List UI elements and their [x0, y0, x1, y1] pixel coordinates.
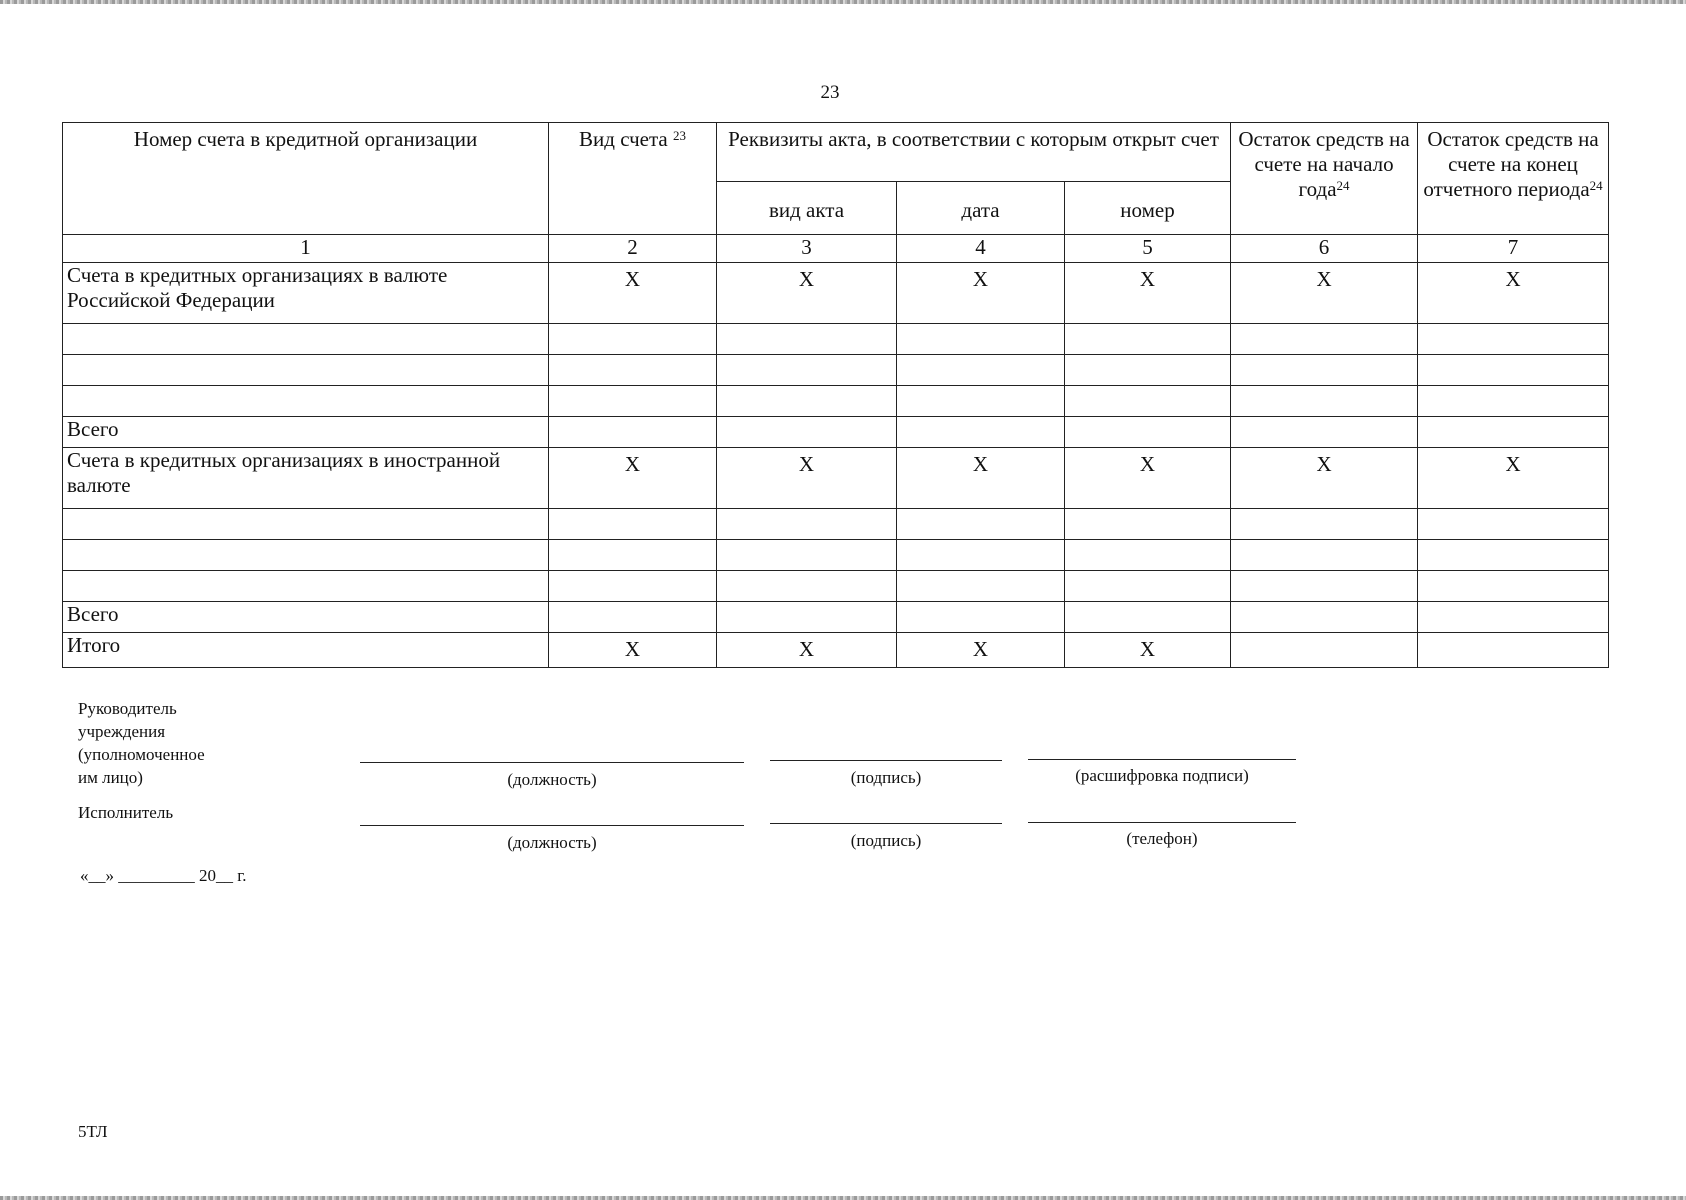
footnote-24-start: 24 — [1336, 178, 1350, 193]
column-numbers-row — [63, 235, 1609, 263]
executor-position-caption: (должность) — [507, 833, 597, 852]
empty-row — [63, 571, 1609, 602]
empty-row — [63, 386, 1609, 417]
total-label: Всего — [63, 602, 549, 633]
column-number: 2 — [549, 235, 717, 263]
head-position-line — [360, 762, 744, 763]
form-code: 5ТЛ — [78, 1122, 108, 1141]
executor-phone-caption: (телефон) — [1126, 829, 1198, 848]
column-number: 1 — [63, 235, 549, 263]
header-act-details: Реквизиты акта, в соответствии с которым открыт счет — [717, 123, 1231, 182]
grand-total-row — [63, 633, 1609, 668]
empty-row — [63, 509, 1609, 540]
total-rub-row — [63, 417, 1609, 448]
executor-label: Исполнитель — [78, 803, 174, 822]
head-signature-line — [770, 760, 1002, 761]
grand-total-label: Итого — [63, 633, 549, 668]
date-line: «__» _________ 20__ г. — [80, 866, 247, 885]
column-number: 5 — [1065, 235, 1231, 263]
x-mark: X — [897, 263, 1065, 324]
x-mark: X — [717, 633, 897, 668]
x-mark: X — [1418, 448, 1609, 509]
head-signature-caption: (подпись) — [850, 768, 922, 787]
head-decoding-caption: (расшифровка подписи) — [1075, 766, 1249, 785]
x-mark: X — [897, 633, 1065, 668]
total-foreign-row — [63, 602, 1609, 633]
x-mark: X — [1065, 263, 1231, 324]
executor-signature-caption: (подпись) — [850, 831, 922, 850]
header-act-number: номер — [1065, 182, 1231, 235]
accounts-table — [62, 122, 1609, 668]
column-number: 4 — [897, 235, 1065, 263]
column-number: 3 — [717, 235, 897, 263]
executor-position-line — [360, 825, 744, 826]
section-rub-row — [63, 263, 1609, 324]
scan-edge-bottom — [0, 1196, 1686, 1200]
head-label-line1: Руководитель учреждения — [78, 699, 177, 741]
empty-row — [63, 540, 1609, 571]
x-mark: X — [1065, 633, 1231, 668]
column-number: 6 — [1231, 235, 1418, 263]
head-label — [78, 697, 205, 789]
x-mark: X — [549, 263, 717, 324]
section-foreign-row — [63, 448, 1609, 509]
header-act-type: вид акта — [717, 182, 897, 235]
x-mark: X — [717, 448, 897, 509]
x-mark: X — [897, 448, 1065, 509]
x-mark: X — [717, 263, 897, 324]
x-mark: X — [549, 633, 717, 668]
empty-row — [63, 355, 1609, 386]
empty-row — [63, 324, 1609, 355]
header-balance-end: Остаток средств на счете на конец отчетного периода$^{24}$ — [1418, 123, 1609, 235]
footnote-23: 23 — [672, 128, 686, 143]
header-account-type: Вид счета $^{23}$ — [549, 123, 717, 235]
footnote-24-end: 24 — [1589, 178, 1603, 193]
x-mark: X — [1065, 448, 1231, 509]
executor-phone-line — [1028, 822, 1296, 823]
head-position-caption: (должность) — [507, 770, 597, 789]
x-mark: X — [1231, 448, 1418, 509]
head-label-line2: (уполномоченное им лицо) — [78, 745, 205, 787]
section-foreign-label: Счета в кредитных организациях в иностранной валюте — [63, 448, 549, 509]
page-number: 23 — [820, 82, 840, 103]
head-decoding-line — [1028, 759, 1296, 760]
section-rub-label: Счета в кредитных организациях в валюте Российской Федерации — [63, 263, 549, 324]
header-act-date: дата — [897, 182, 1065, 235]
header-row-top — [63, 123, 1609, 182]
x-mark: X — [1418, 263, 1609, 324]
scan-edge-top — [0, 0, 1686, 4]
header-balance-start: Остаток средств на счете на начало года$^{24}$ — [1231, 123, 1418, 235]
x-mark: X — [1231, 263, 1418, 324]
x-mark: X — [549, 448, 717, 509]
column-number: 7 — [1418, 235, 1609, 263]
total-label: Всего — [63, 417, 549, 448]
header-account-number: Номер счета в кредитной организации — [63, 123, 549, 235]
executor-signature-line — [770, 823, 1002, 824]
